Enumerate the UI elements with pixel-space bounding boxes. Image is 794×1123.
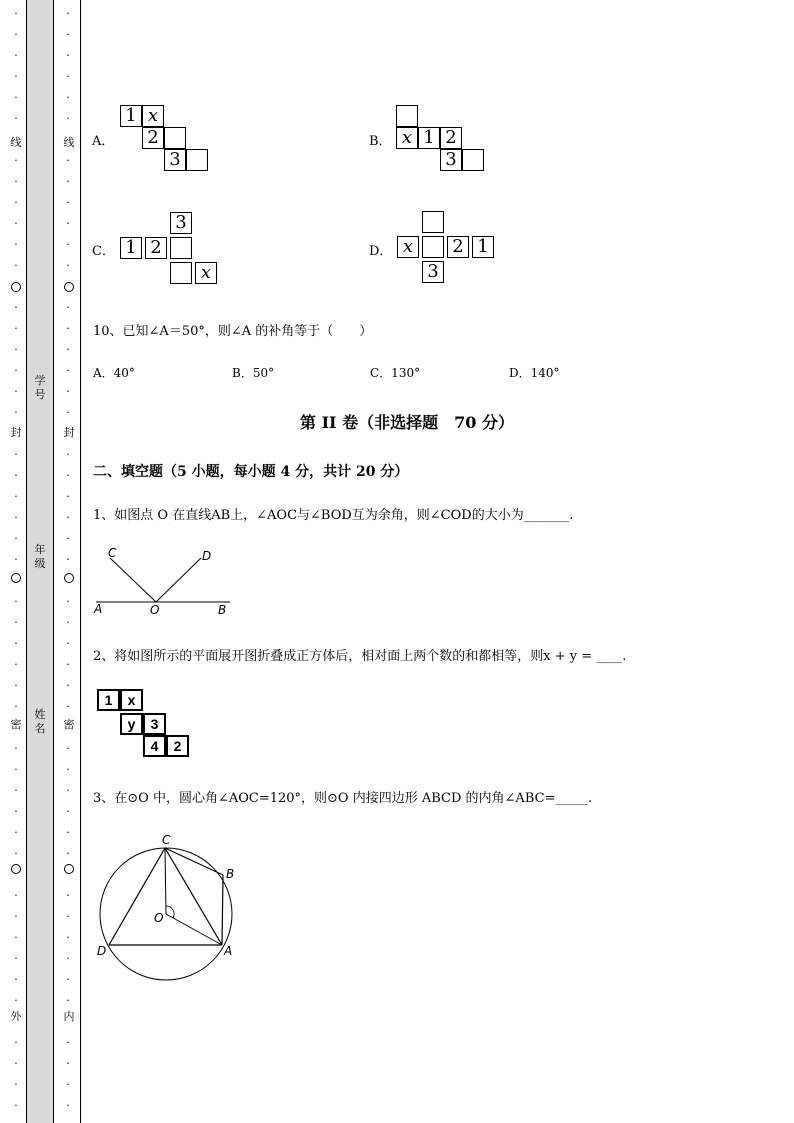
q10-stem: 10、已知∠A＝50°，则∠A 的补角等于（ ） <box>93 324 373 339</box>
margin-dot: · <box>66 805 70 818</box>
margin-dot: · <box>66 910 70 923</box>
net-cell: 1 <box>97 689 120 711</box>
margin-dot: · <box>66 931 70 944</box>
margin-dot: · <box>14 322 18 335</box>
margin-char-left-line: 线 <box>10 136 22 149</box>
margin-dot: · <box>14 448 18 461</box>
margin-dot: · <box>14 1099 18 1112</box>
option-a-letter: A． <box>92 134 115 149</box>
margin-dot: · <box>14 217 18 230</box>
label-o: O <box>154 911 164 925</box>
label-o: O <box>150 603 160 617</box>
margin-dot: · <box>14 847 18 860</box>
fill1-stem: 1、如图点 O 在直线AB上，∠AOC与∠BOD互为余角，则∠COD的大小为_______. <box>93 508 574 523</box>
margin-circle <box>64 573 74 583</box>
net-cell: 3 <box>422 261 444 283</box>
margin-dot: · <box>14 175 18 188</box>
fill3-stem: 3、在⊙O 中，圆心角∠AOC=120°，则⊙O 内接四边形 ABCD 的内角∠ABC=_____. <box>93 791 593 806</box>
net-cell: 1 <box>120 105 142 127</box>
net-cell <box>170 262 192 284</box>
field-student-id <box>33 374 47 402</box>
margin-dot: · <box>66 196 70 209</box>
ray-od <box>156 558 201 602</box>
margin-dot: · <box>66 1036 70 1049</box>
margin-dot: · <box>66 469 70 482</box>
margin-dot: · <box>66 301 70 314</box>
margin-circle <box>64 282 74 292</box>
segment-ca <box>165 848 222 945</box>
segment-cd <box>109 848 165 945</box>
margin-dot: · <box>66 154 70 167</box>
margin-dot: · <box>14 112 18 125</box>
field-grade-label: 年 级 <box>34 543 46 570</box>
net-cell: 2 <box>142 127 164 149</box>
margin-dot: · <box>66 952 70 965</box>
margin-dot: · <box>14 763 18 776</box>
margin-dot: · <box>14 406 18 419</box>
net-cell: 1 <box>418 127 440 149</box>
segment-ba <box>222 875 223 945</box>
margin-dot: · <box>66 784 70 797</box>
margin-dot: · <box>14 1078 18 1091</box>
margin-dot: · <box>66 385 70 398</box>
label-c: C <box>108 546 117 560</box>
margin-dot: · <box>66 343 70 356</box>
margin-dot: · <box>66 973 70 986</box>
label-a: A <box>94 602 103 616</box>
margin-dot: · <box>66 658 70 671</box>
margin-dot: · <box>66 679 70 692</box>
margin-dot: · <box>66 637 70 650</box>
segment-oc <box>165 848 166 914</box>
margin-dot: · <box>14 784 18 797</box>
option-d-letter: D． <box>369 244 393 259</box>
margin-dot: · <box>66 490 70 503</box>
margin-dot: · <box>14 994 18 1007</box>
margin-dot: · <box>14 889 18 902</box>
label-c: C <box>162 833 171 847</box>
net-cell: y <box>120 713 143 735</box>
margin-dot: · <box>66 217 70 230</box>
margin-dot: · <box>14 742 18 755</box>
segment-oa <box>166 914 222 945</box>
margin-dot: · <box>14 91 18 104</box>
q10-choice-c: C．130° <box>370 366 421 380</box>
margin-char-left-outer: 外 <box>10 1010 22 1023</box>
margin-dot: · <box>66 28 70 41</box>
margin-dot: · <box>14 1057 18 1070</box>
margin-dot: · <box>66 322 70 335</box>
net-cell <box>170 237 192 259</box>
margin-circle <box>11 864 21 874</box>
net-cell <box>186 149 208 171</box>
net-cell: x <box>397 236 419 258</box>
margin-dot: · <box>14 637 18 650</box>
margin-dot: · <box>14 238 18 251</box>
net-cell <box>422 236 444 258</box>
q10-choice-b: B．50° <box>232 366 275 380</box>
margin-dot: · <box>66 700 70 713</box>
option-c-letter: C． <box>92 244 115 259</box>
margin-circle <box>11 282 21 292</box>
margin-dot: · <box>66 70 70 83</box>
margin-dot: · <box>14 910 18 923</box>
margin-dot: · <box>66 616 70 629</box>
margin-line-right <box>80 0 81 1123</box>
net-cell: 4 <box>143 735 166 757</box>
margin-dot: · <box>14 385 18 398</box>
label-b: B <box>226 867 235 881</box>
net-cell: 3 <box>164 149 186 171</box>
margin-dot: · <box>14 511 18 524</box>
margin-dot: · <box>14 826 18 839</box>
margin-dot: · <box>14 553 18 566</box>
net-cell: 1 <box>472 236 494 258</box>
margin-dot: · <box>66 1099 70 1112</box>
margin-dot: · <box>66 532 70 545</box>
margin-dot: · <box>66 994 70 1007</box>
ray-oc <box>110 558 156 602</box>
margin-dot: · <box>14 595 18 608</box>
margin-dot: · <box>66 49 70 62</box>
label-b: B <box>218 603 227 617</box>
fill2-stem: 2、将如图所示的平面展开图折叠成正方体后，相对面上两个数的和都相等，则x + y = ____. <box>93 649 627 664</box>
margin-dot: · <box>14 70 18 83</box>
net-cell: 1 <box>120 237 142 259</box>
margin-dot: · <box>66 553 70 566</box>
margin-dot: · <box>14 805 18 818</box>
margin-line-mid <box>53 0 54 1123</box>
q10-choice-a: A．40° <box>93 366 135 380</box>
margin-dot: · <box>14 973 18 986</box>
margin-char-left-seal: 封 <box>10 426 22 439</box>
circle-figure <box>94 828 244 988</box>
margin-dot: · <box>66 847 70 860</box>
margin-dot: · <box>14 259 18 272</box>
margin-dot: · <box>14 28 18 41</box>
net-cell: 3 <box>440 149 462 171</box>
margin-dot: · <box>66 238 70 251</box>
net-cell: x <box>195 262 217 284</box>
margin-dot: · <box>66 511 70 524</box>
margin-dot: · <box>66 7 70 20</box>
net-cell: x <box>120 689 143 711</box>
net-cell: 2 <box>440 127 462 149</box>
label-d: D <box>97 944 107 958</box>
field-grade <box>33 543 47 571</box>
margin-dot: · <box>66 826 70 839</box>
net-cell: x <box>142 105 164 127</box>
margin-dot: · <box>14 154 18 167</box>
margin-dot: · <box>14 1036 18 1049</box>
net-cell <box>396 105 418 127</box>
margin-dot: · <box>14 301 18 314</box>
option-b-letter: B． <box>369 134 392 149</box>
label-a: A <box>224 944 233 958</box>
margin-dot: · <box>66 763 70 776</box>
margin-dot: · <box>66 889 70 902</box>
margin-dot: · <box>14 196 18 209</box>
margin-dot: · <box>14 343 18 356</box>
net-cell: 3 <box>143 713 166 735</box>
margin-dot: · <box>14 364 18 377</box>
q10-choice-d: D．140° <box>509 366 560 380</box>
margin-dot: · <box>14 49 18 62</box>
margin-char-right-secret: 密 <box>63 718 75 731</box>
margin-dot: · <box>14 952 18 965</box>
net-cell <box>462 149 484 171</box>
margin-dot: · <box>14 679 18 692</box>
margin-dot: · <box>14 532 18 545</box>
section2-heading: 二、填空题（5 小题，每小题 4 分，共计 20 分） <box>93 464 409 480</box>
margin-dot: · <box>66 91 70 104</box>
margin-dot: · <box>66 448 70 461</box>
net-cell: x <box>396 127 418 149</box>
net-cell: 2 <box>447 236 469 258</box>
margin-char-right-line: 线 <box>63 136 75 149</box>
margin-dot: · <box>66 364 70 377</box>
margin-dot: · <box>66 175 70 188</box>
margin-dot: · <box>66 259 70 272</box>
net-cell: 2 <box>145 237 167 259</box>
net-cell: 2 <box>166 735 189 757</box>
margin-dot: · <box>66 1057 70 1070</box>
margin-dot: · <box>66 406 70 419</box>
margin-dot: · <box>14 490 18 503</box>
margin-dot: · <box>14 700 18 713</box>
net-cell <box>164 127 186 149</box>
margin-line-left <box>26 0 27 1123</box>
margin-dot: · <box>14 7 18 20</box>
margin-dot: · <box>14 616 18 629</box>
margin-dot: · <box>66 595 70 608</box>
field-student-id-label: 学 号 <box>34 374 46 401</box>
margin-dot: · <box>14 469 18 482</box>
margin-dot: · <box>66 112 70 125</box>
segment-cb <box>165 848 223 875</box>
label-d: D <box>202 549 212 563</box>
margin-dot: · <box>66 742 70 755</box>
margin-char-left-secret: 密 <box>10 718 22 731</box>
margin-dot: · <box>66 1078 70 1091</box>
margin-circle <box>11 573 21 583</box>
field-name-label: 姓 名 <box>34 708 46 735</box>
margin-dot: · <box>14 658 18 671</box>
margin-char-right-inner: 内 <box>63 1010 75 1023</box>
field-name <box>33 708 47 736</box>
margin-char-right-seal: 封 <box>63 426 75 439</box>
net-cell: 3 <box>170 212 192 234</box>
margin-dot: · <box>14 931 18 944</box>
net-cell <box>422 211 444 233</box>
margin-circle <box>64 864 74 874</box>
part2-title: 第 II 卷（非选择题 70 分） <box>300 413 514 432</box>
